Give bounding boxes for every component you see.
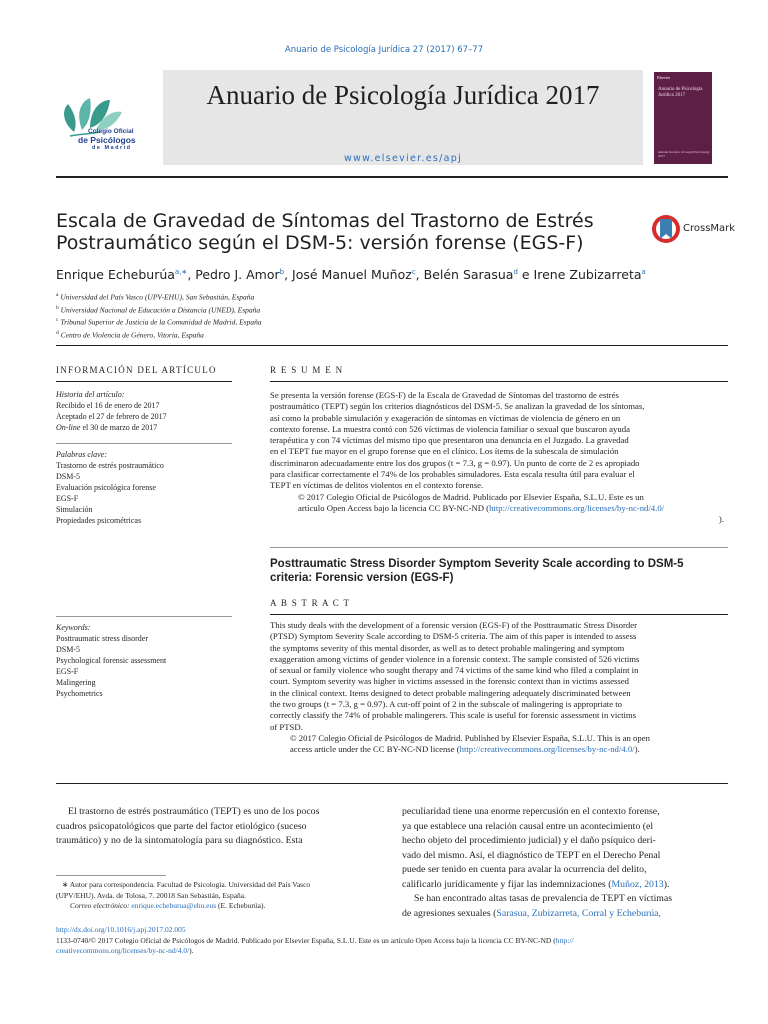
author-name[interactable]: José Manuel Muñoz — [292, 267, 412, 282]
resumen-rule — [270, 381, 728, 382]
resumen-end-rule — [270, 547, 728, 548]
abstract-line: para clasificar correctamente el 74% de los probables simuladores. Esta escala resulta útil para evaluar el — [270, 469, 635, 480]
author-separator: e — [517, 267, 534, 282]
abstract-line: of PTSD. — [270, 721, 303, 732]
journal-band — [163, 70, 643, 165]
keyword-item: DSM-5 — [56, 645, 81, 654]
bottom-references: http://dx.doi.org/10.1016/j.apj.2017.02.005 1133-0740/© 2017 Colegio Oficial de Psicólogos de Madrid. Publicado por Elsevier España, S.L.U. Este es un artículo Open Access bajo la licencia CC BY-NC-ND (http:// creativecommons.org/licenses/by-nc-nd/4.0/). — [56, 925, 736, 957]
abstract-line: (PTSD) Symptom Severity Scale according to DSM-5 criteria. The aim of this paper is intended to assess — [270, 631, 637, 642]
article-info-heading: INFORMACIÓN DEL ARTÍCULO — [56, 365, 217, 375]
info-rule — [56, 381, 232, 382]
keyword-item: Evaluación psicológica forense — [56, 483, 156, 492]
abstract-line: terapéutica y con 74 víctimas del mismo tipo que presentaron una denuncia en el Juzgado. La gravedad — [270, 435, 629, 446]
affiliation-item: $^b$ Universidad Nacional de Educación a Distancia (UNED), España — [56, 304, 261, 314]
crossmark-icon — [651, 213, 681, 245]
abstract-line: of sexual or family violence who sought therapy and 74 victims of the same kind who filed a complaint in — [270, 665, 639, 676]
journal-cover-thumbnail[interactable] — [654, 72, 712, 164]
author-name[interactable]: Irene Zubizarreta — [533, 267, 642, 282]
crossmark-label: CrossMark — [683, 223, 736, 234]
author-affiliation-marker[interactable]: a,∗ — [174, 267, 188, 276]
abstract-line: the two groups (t = 7.3, g = 0.97). A cut-off point of 2 in the subscale of malingering is appropriate to — [270, 699, 623, 710]
abstract-line: court. Symptom severity was higher in victims assessed in the forensic context than in victims assessed — [270, 676, 630, 687]
abstract-line: the symptoms severity of this mental disorder, as well as to detect probable malingering and symptom — [270, 642, 625, 653]
history-rule — [56, 443, 232, 444]
abstract-line: en el TEPT fue mayor en el grupo forense que en el clínico. Los ítems de la subescala de simulación — [270, 446, 619, 457]
keyword-item: Trastorno de estrés postraumático — [56, 461, 164, 470]
resumen-body: Se presenta la versión forense (EGS-F) de la Escala de Gravedad de Síntomas del trastorno de estrés postraumático (TEPT) según los criterios diagnósticos del DSM-5. Se analizan la gravedad de los síntomas, así como la probable simulación y exageración de síntomas en víctimas de violencia de género en un contexto forense. La muestra contó con 526 víctimas de violencia familiar o sexual que buscaron ayuda terapéutica y con 74 víctimas del mismo tipo que presentaron una denuncia en el Juzgado. La gravedad en el TEPT fue mayor en el grupo forense que en el clínico. Los ítems de la subescala de simulación discriminaron adecuadamente entre los dos grupos (t = 7.3, g = 0.97). Un punto de corte de 2 es apropiado para clasificar correctamente el 74% de los probables simuladores. Esta escala resulta útil para evaluar el TEPT en víctimas de delitos violentos en el contexto forense. © 2017 Colegio Oficial de Psicólogos de Madrid. Publicado por Elsevier España, S.L.U. Este es un artículo Open Access bajo la licencia CC BY-NC-ND (http://creativecommons.org/licenses/by-nc-nd/4.0/ ). — [270, 390, 728, 526]
license-link[interactable]: creativecommons.org/licenses/by-nc-nd/4.0/ — [56, 946, 190, 955]
abstract-line: correctly classify the 74% of probable malingerers. This scale is useful for forensic assessment in victims — [270, 710, 637, 721]
license-link[interactable]: http://creativecommons.org/licenses/by-nc-nd/4.0/ — [459, 744, 635, 755]
en-keywords-rule — [56, 616, 232, 617]
abstract-heading: A B S T R A C T — [270, 598, 351, 608]
author-list — [56, 267, 736, 282]
author-affiliation-marker[interactable]: b — [279, 267, 285, 276]
correspondence-footnote: ∗ Autor para correspondencia. Facultad de Psicología. Universidad del País Vasco (UPV/EHU). Avda. de Tolosa, 7. 20018 San Sebastián, España. Correo electrónico: enrique.echeburua@ehu.eus (E. Echeburúa). — [56, 880, 311, 910]
abstract-line: postraumático (TEPT) según los criterios diagnósticos del DSM-5. Se analizan la gravedad de los síntomas, — [270, 401, 645, 412]
affiliation-item: $^a$ Universidad del País Vasco (UPV-EHU), San Sebastián, España — [56, 292, 255, 302]
citation-link[interactable]: Muñoz, 2013 — [611, 878, 664, 890]
crossmark-badge[interactable] — [651, 213, 736, 245]
header-rule — [56, 176, 728, 178]
keywords-es: Palabras clave: Trastorno de estrés postraumático DSM-5 Evaluación psicológica forense EGS-F Simulación Propiedades psicométricas — [56, 449, 232, 526]
abstract-line: Se presenta la versión forense (EGS-F) de la Escala de Gravedad de Síntomas del trastorno de estrés — [270, 390, 619, 400]
keyword-item: Simulación — [56, 505, 93, 514]
author-affiliation-marker[interactable]: d — [513, 267, 518, 276]
license-link[interactable]: http:// — [555, 935, 574, 945]
logo-text: Colegio Oficial de Psicólogos de Madrid — [78, 128, 136, 151]
author-separator: , — [415, 267, 424, 282]
abstract-rule — [270, 614, 728, 615]
abstract-line: This study deals with the development of a forensic version (EGS-F) of the Posttraumatic Stress Disorder — [270, 620, 637, 630]
abstract-line: in the clinical context. Items designed to detect probable malingering adequately discriminated between — [270, 687, 631, 698]
keyword-item: Psychological forensic assessment — [56, 656, 167, 665]
affiliation-item: $^d$ Centro de Violencia de Género, Vitoria, España — [56, 329, 204, 339]
keyword-item: EGS-F — [56, 667, 79, 676]
author-affiliation-marker[interactable]: c — [411, 267, 416, 276]
journal-url-link[interactable]: www.elsevier.es/apj — [343, 153, 463, 164]
keyword-item: Posttraumatic stress disorder — [56, 634, 148, 643]
abstract-line: así como la probable simulación y exageración de síntomas en víctimas de violencia de género en un — [270, 412, 621, 423]
body-right-column: peculiaridad tiene una enorme repercusión en el contexto forense, ya que establece una relación causal entre un acontecimiento (el hecho objeto del procedimiento judicial) y el daño psíquico deri- vado del mismo. Así, el diagnóstico de TEPT en el Derecho Penal puede ser tenido en cuenta para avalar la ocurrencia del delito, calificarlo jurídicamente y fijar las indemnizaciones (Muñoz, 2013). Se han encontrado altas tasas de prevalencia de TEPT en víctimas de agresiones sexuales (Sarasua, Zubizarreta, Corral y Echeburúa, — [402, 806, 673, 919]
publisher-logo — [56, 70, 162, 165]
author-separator: , — [187, 267, 196, 282]
keyword-item: Malingering — [56, 678, 96, 687]
author-name[interactable]: Enrique Echeburúa — [56, 267, 175, 282]
email-link[interactable]: enrique.echeburua@ehu.eus — [131, 901, 217, 910]
affiliation-item: $^c$ Tribunal Superior de Justicia de la Comunidad de Madrid, España — [56, 317, 262, 327]
masthead — [56, 70, 768, 170]
cover-publisher: Elsevier — [657, 75, 671, 80]
abstract-end-rule — [56, 783, 728, 784]
keyword-item: Psychometrics — [56, 689, 103, 698]
article-history: Historia del artículo: Recibido el 16 de enero de 2017 Aceptado el 27 de febrero de 2017 On-line el 30 de marzo de 2017 — [56, 390, 167, 432]
abstract-body: This study deals with the development of a forensic version (EGS-F) of the Posttraumatic Stress Disorder (PTSD) Symptom Severity Scale according to DSM-5 criteria. The aim of this paper is intended to assess the symptoms severity of this mental disorder, as well as to detect probable malingering and symptom exaggeration among victims of gender violence in a forensic context. The sample consisted of 526 victims of sexual or family violence who sought therapy and 74 victims of the same kind who filed a complaint in court. Symptom severity was higher in victims assessed in the forensic context than in victims assessed in the clinical context. Items designed to detect probable malingering adequately discriminated between the two groups (t = 7.3, g = 0.97). A cut-off point of 2 in the subscale of malingering is appropriate to correctly classify the 74% of probable malingerers. This scale is useful for forensic assessment in victims of PTSD. © 2017 Colegio Oficial de Psicólogos de Madrid. Published by Elsevier España, S.L.U. This is an open access article under the CC BY-NC-ND license (http://creativecommons.org/licenses/by-nc-nd/4.0/). — [270, 620, 728, 756]
keyword-item: DSM-5 — [56, 472, 81, 481]
journal-citation[interactable]: Anuario de Psicología Jurídica 27 (2017) 67–77 — [284, 45, 484, 55]
doi-link[interactable]: http://dx.doi.org/10.1016/j.apj.2017.02.005 — [56, 925, 186, 934]
footnote-rule — [56, 875, 166, 876]
citation-link[interactable]: Sarasua, Zubizarreta, Corral y Echeburúa, — [496, 907, 661, 919]
license-link[interactable]: http://creativecommons.org/licenses/by-nc-nd/4.0/ — [489, 502, 665, 513]
resumen-heading: R E S U M E N — [270, 365, 344, 375]
english-title: Posttraumatic Stress Disorder Symptom Severity Scale according to DSM-5 criteria: Forensic version (EGS-F) — [270, 558, 684, 584]
author-affiliation-marker[interactable]: a — [641, 267, 646, 276]
keywords-en: Keywords: Posttraumatic stress disorder DSM-5 Psychological forensic assessment EGS-F Malingering Psychometrics — [56, 622, 232, 699]
keyword-item: EGS-F — [56, 494, 79, 503]
abstract-line: exaggeration among victims of gender violence in a forensic context. The sample consisted of 526 victims — [270, 653, 640, 664]
cover-title: Anuario de Psicología Jurídica 2017 — [658, 87, 703, 98]
abstract-line: discriminaron adecuadamente entre los dos grupos (t = 7.3, g = 0.97). Un punto de corte de 2 es apropiado — [270, 457, 640, 468]
abstract-line: TEPT en víctimas de delitos violentos en el contexto forense. — [270, 480, 484, 491]
affil-rule — [56, 345, 728, 346]
body-left-column: El trastorno de estrés postraumático (TEPT) es uno de los pocos cuadros psicopatológicos que parte del factor etiológico (suceso traumático) y no de la sintomatología para su diagnóstico. Esta — [56, 806, 320, 846]
affiliations — [56, 290, 736, 340]
journal-title: Anuario de Psicología Jurídica 2017 — [206, 80, 600, 110]
author-name[interactable]: Belén Sarasua — [423, 267, 514, 282]
author-name[interactable]: Pedro J. Amor — [195, 267, 280, 282]
history-online: el 30 de marzo de 2017 — [82, 423, 158, 432]
article-title: Escala de Gravedad de Síntomas del Trastorno de Estrés Postraumático según el DSM-5: versión forense (EGS-F) — [56, 210, 594, 254]
cover-subtitle: Annual Review of Legal Psychology 2017 — [658, 150, 710, 158]
author-separator: , — [284, 267, 293, 282]
abstract-line: contexto forense. La muestra contó con 526 víctimas de violencia familiar o sexual que buscaron ayuda — [270, 423, 630, 434]
keyword-item: Propiedades psicométricas — [56, 516, 142, 525]
